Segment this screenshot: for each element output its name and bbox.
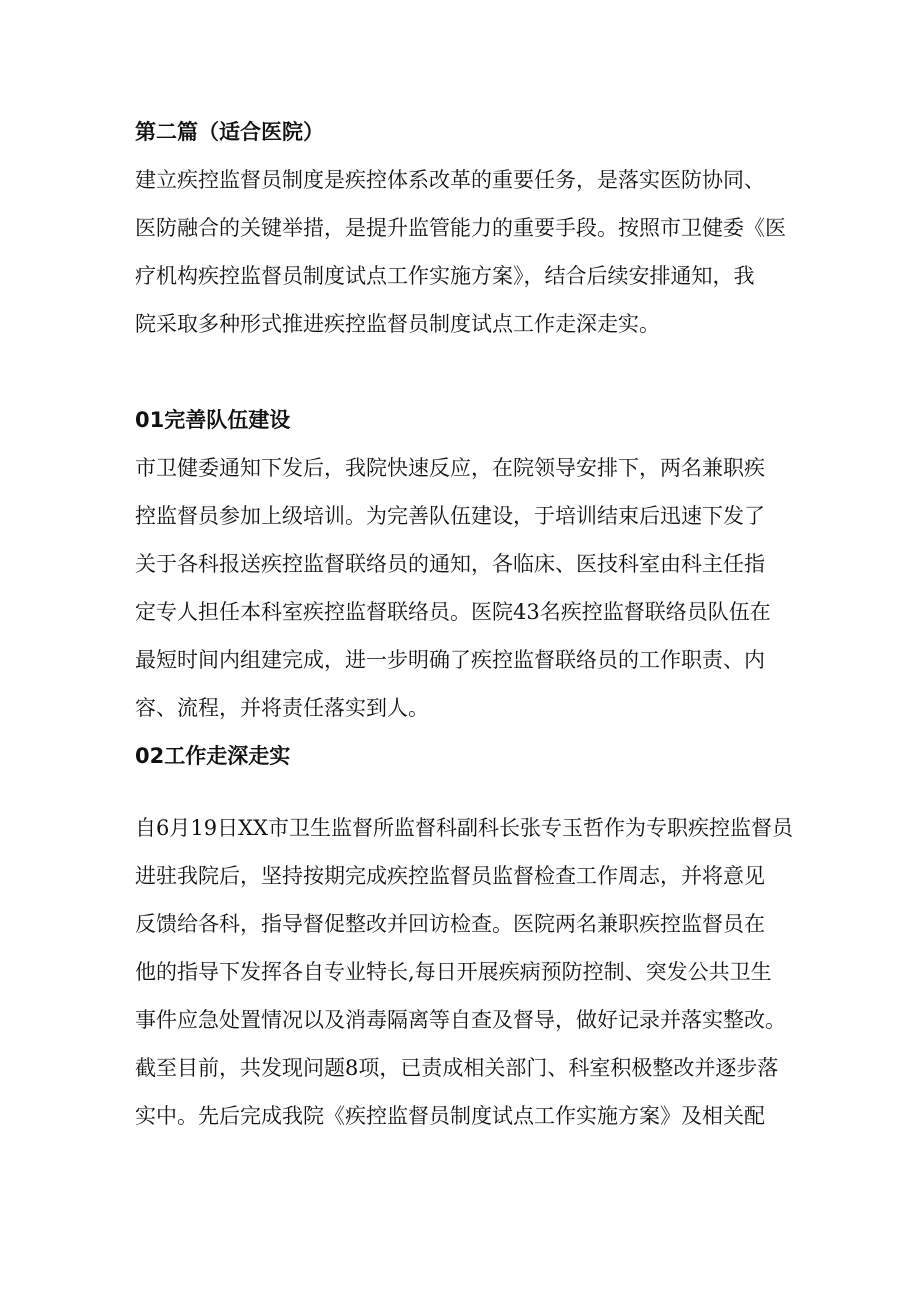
section2-line-1: 自6月19日XX市卫生监督所监督科副科长张专玉哲作为专职疾控监督员: [135, 816, 793, 840]
section2-line-3: 反馈给各科，指导督促整改并回访检查。医院两名兼职疾控监督员在: [135, 912, 765, 936]
section2-line-6: 截至目前，共发现问题8项，已责成相关部门、科室积极整改并逐步落: [135, 1056, 779, 1080]
section2-line-7: 实中。先后完成我院《疾控监督员制度试点工作实施方案》及相关配: [135, 1104, 765, 1128]
section1-line-6: 容、流程，并将责任落实到人。: [135, 696, 429, 720]
section1-line-2: 控监督员参加上级培训。为完善队伍建设，于培训结束后迅速下发了: [135, 504, 765, 528]
intro-line-4: 院采取多种形式推进疾控监督员制度试点工作走深走实。: [135, 312, 660, 336]
section2-heading: 02工作走深走实: [135, 744, 291, 768]
intro-line-1: 建立疾控监督员制度是疾控体系改革的重要任务，是落实医防协同、: [135, 168, 765, 192]
section2-line-5: 事件应急处置情况以及消毒隔离等自查及督导，做好记录并落实整改。: [135, 1008, 786, 1032]
section1-line-3: 关于各科报送疾控监督联络员的通知，各临床、医技科室由科主任指: [135, 552, 765, 576]
section2-line-4: 他的指导下发挥各自专业特长,每日开展疾病预防控制、突发公共卫生: [135, 960, 772, 984]
section2-line-2: 进驻我院后，坚持按期完成疾控监督员监督检查工作周志，并将意见: [135, 864, 765, 888]
section-title: 第二篇（适合医院）: [135, 120, 324, 144]
intro-line-2: 医防融合的关键举措，是提升监管能力的重要手段。按照市卫健委《医: [135, 216, 786, 240]
intro-line-3: 疗机构疾控监督员制度试点工作实施方案》，结合后续安排通知，我: [135, 264, 755, 288]
section1-line-1: 市卫健委通知下发后，我院快速反应，在院领导安排下，两名兼职疾: [135, 456, 765, 480]
section1-heading: 01完善队伍建设: [135, 408, 291, 432]
section1-line-4: 定专人担任本科室疾控监督联络员。医院43名疾控监督联络员队伍在: [135, 600, 771, 624]
section1-line-5: 最短时间内组建完成，进一步明确了疾控监督联络员的工作职责、内: [135, 648, 765, 672]
